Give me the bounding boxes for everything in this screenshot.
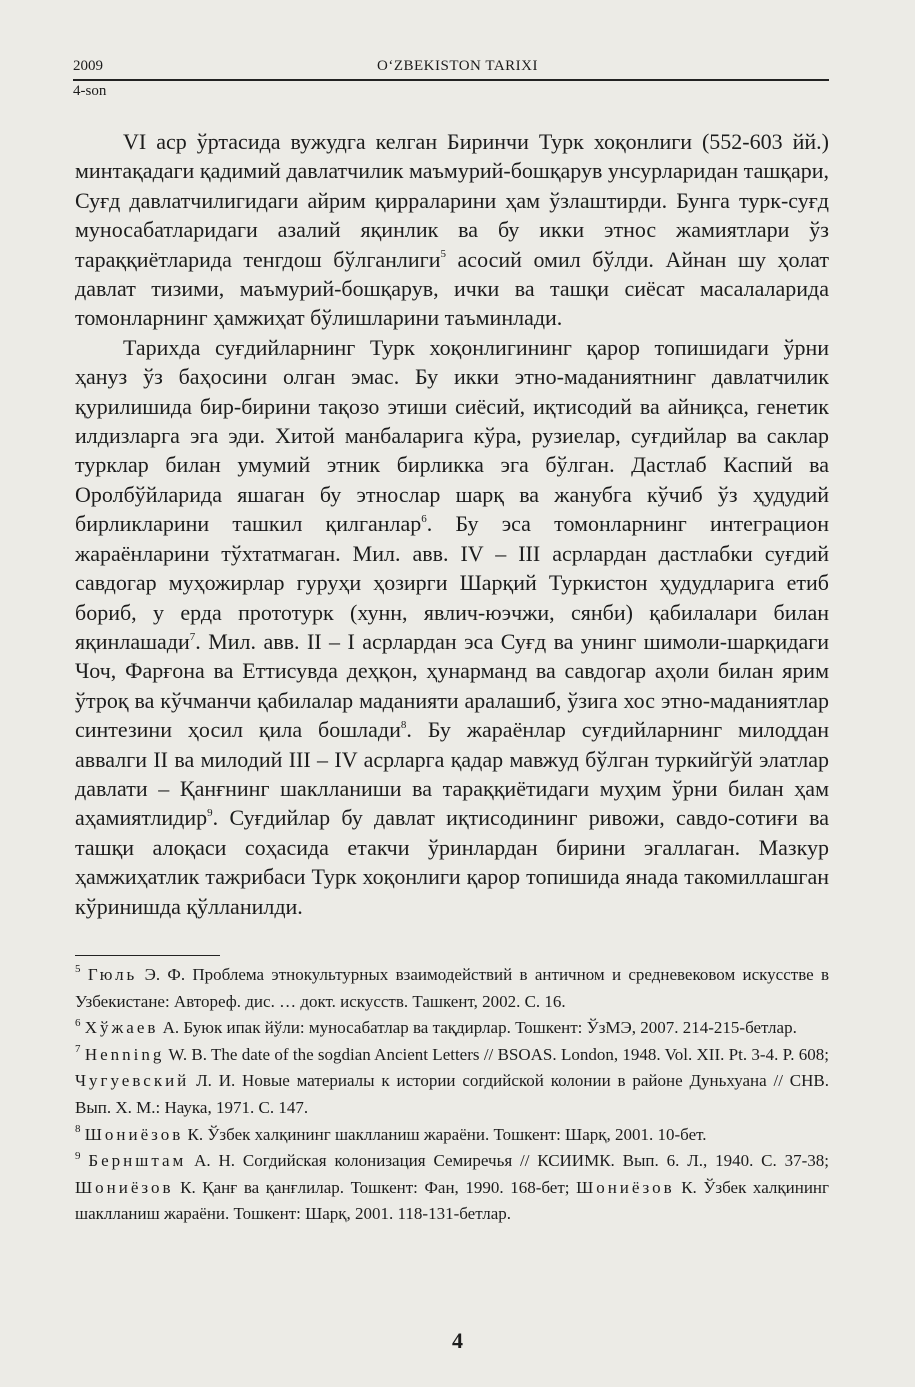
- footnote-author: Бернштам: [88, 1151, 187, 1171]
- paragraph-text: VI аср ўртасида вужудга келган Биринчи Турк хоқонлиги (552-603 йй.) минтақадаги қадимий давлатчилик маъмурий-бошқарув унсурларидан ташқари, Суғд давлатчилигидаги айрим қирраларини ҳам ўзлаштирди. Бунга турк-суғд муносабатларидаги азалий яқинлик ва бу икки этнос жамиятлари ўз тараққиётларида тенгдош бўлганлиги: [75, 129, 829, 272]
- footnote-6: [75, 1015, 829, 1042]
- paragraph-text: . Суғдийлар бу давлат иқтисодининг ривожи, савдо-сотиғи ва ташқи алоқаси соҳасида етакчи ўринлардан бирини эгаллаган. Мазкур ҳамжиҳатлик тажрибаси Турк хоқонлиги қарор топишида янада такомиллашган кўринишда қўлланилди.: [75, 805, 829, 919]
- paragraph-1: [75, 127, 829, 333]
- footnote-author: Хўжаев: [84, 1018, 159, 1038]
- footnote-ref-9: 9: [207, 807, 213, 820]
- footnote-ref-6: 6: [421, 512, 427, 525]
- paragraph-text: асосий омил бўлди. Айнан шу ҳолат давлат тизими, маъмурий-бошқарув, ички ва ташқи сиёсат масалаларида томонларнинг ҳамжиҳат бўлишларини таъминлади.: [75, 246, 829, 331]
- paragraph-text: . Мил. авв. II – I асрлардан эса Суғд ва унинг шимоли-шарқидаги Чоч, Фарғона ва Еттисувда деҳқон, ҳунарманд ва савдогар аҳоли билан ярим ўтроқ ва кўчманчи қабилалар маданияти аралашиб, ўзига хос этно-маданиятлар синтезини ҳосил қила бошлади: [75, 628, 829, 743]
- main-text: [75, 127, 829, 921]
- header-journal-title: O‘ZBEKISTON TARIXI: [377, 58, 538, 74]
- footnote-number: 8: [75, 1122, 81, 1135]
- footnote-text: W. B. The date of the sogdian Ancient Letters // BSOAS. London, 1948. Vol. XII. Pt. 3-4. P. 608;: [164, 1044, 829, 1064]
- footnote-9: [75, 1148, 829, 1228]
- header-issue: 4-son: [73, 83, 107, 99]
- footnote-ref-8: 8: [400, 718, 407, 731]
- paragraph-2: [75, 333, 829, 921]
- header-year: 2009: [73, 58, 103, 74]
- footnote-text: К. Ўзбек халқининг шаклланиш жараёни. Тошкент: Шарқ, 2001. 118-131-бетлар.: [75, 1177, 829, 1224]
- footnote-number: 7: [75, 1043, 81, 1056]
- footnote-author: Henning: [84, 1044, 165, 1064]
- footnote-rule: [75, 955, 220, 956]
- footnote-ref-5: 5: [440, 248, 446, 261]
- footnote-author: Гюль: [87, 965, 138, 984]
- footnote-number: 5: [75, 963, 81, 976]
- footnote-text: К. Қанғ ва қанғлилар. Тошкент: Фан, 1990. 168-бет;: [173, 1177, 577, 1197]
- footnote-author: Чугуевский: [75, 1071, 190, 1091]
- footnote-author: Шониёзов: [576, 1177, 675, 1197]
- page-number: 4: [452, 1328, 463, 1353]
- footnote-text: А. Н. Согдийская колонизация Семиречья // КСИИМК. Вып. 6. Л., 1940. С. 37-38;: [186, 1151, 830, 1171]
- paragraph-text: Тарихда суғдийларнинг Турк хоқонлигининг қарор топишидаги ўрни ҳануз ўз баҳосини олган эмас. Бу икки этно-маданиятнинг давлатчилик қурилишида бир-бирини тақозо этиши сиёсий, иқтисодий ва айниқса, генетик илдизларга эга эди. Хитой манбаларига кўра, рузиелар, суғдийлар ва саклар турклар билан умумий этник бирликка эга бўлган. Дастлаб Каспий ва Оролбўйларида яшаган бу этнослар шарқ ва жанубга кўчиб ўз ҳудудий бирликларини ташкил қилганлар: [75, 334, 829, 537]
- paragraph-text: . Бу жараёнлар суғдийларнинг милоддан аввалги II ва милодий III – IV асрларга қадар мавжуд бўлган туркийгўй элатлар давлати – Қанғнинг шаклланиши ва тараққиётидаги муҳим ўрни билан ҳам аҳамиятлидир: [75, 717, 829, 831]
- footnote-number: 9: [75, 1149, 81, 1162]
- footnote-text: Э. Ф. Проблема этнокультурных взаимодействий в античном и средневековом искусстве в Узбекистане: Автореф. дис. … докт. искусств. Ташкент, 2002. С. 16.: [75, 965, 830, 1011]
- footnote-author: Шониёзов: [75, 1177, 174, 1197]
- footnote-author: Шониёзов: [84, 1124, 184, 1144]
- footnote-number: 6: [75, 1016, 81, 1029]
- footnotes: [75, 962, 829, 1228]
- header-rule: [73, 79, 829, 81]
- footnote-text: Л. И. Новые материалы к истории согдийской колонии в районе Дуньхуана // СНВ. Вып. Х. М.: Наука, 1971. С. 147.: [75, 1071, 829, 1117]
- footnote-text: К. Ўзбек халқининг шаклланиш жараёни. Тошкент: Шарқ, 2001. 10-бет.: [183, 1124, 707, 1144]
- footnote-5: [75, 962, 829, 1015]
- footnote-ref-7: 7: [189, 630, 196, 643]
- footnote-7: [75, 1042, 829, 1122]
- paragraph-text: . Бу эса томонларнинг интеграцион жараёнларини тўхтатмаган. Мил. авв. IV – III асрлардан дастлабки суғдий савдогар муҳожирлар гуруҳи ҳозирги Шарқий Туркистон ҳудудларига етиб бориб, у ерда прототурк (хунн, явлич-юэчжи, сянби) қабилалари билан яқинлашади: [75, 511, 829, 654]
- footnote-8: [75, 1122, 829, 1149]
- footnote-text: А. Буюк ипак йўли: муносабатлар ва тақдирлар. Тошкент: ЎзМЭ, 2007. 214-215-бетлар.: [158, 1018, 797, 1038]
